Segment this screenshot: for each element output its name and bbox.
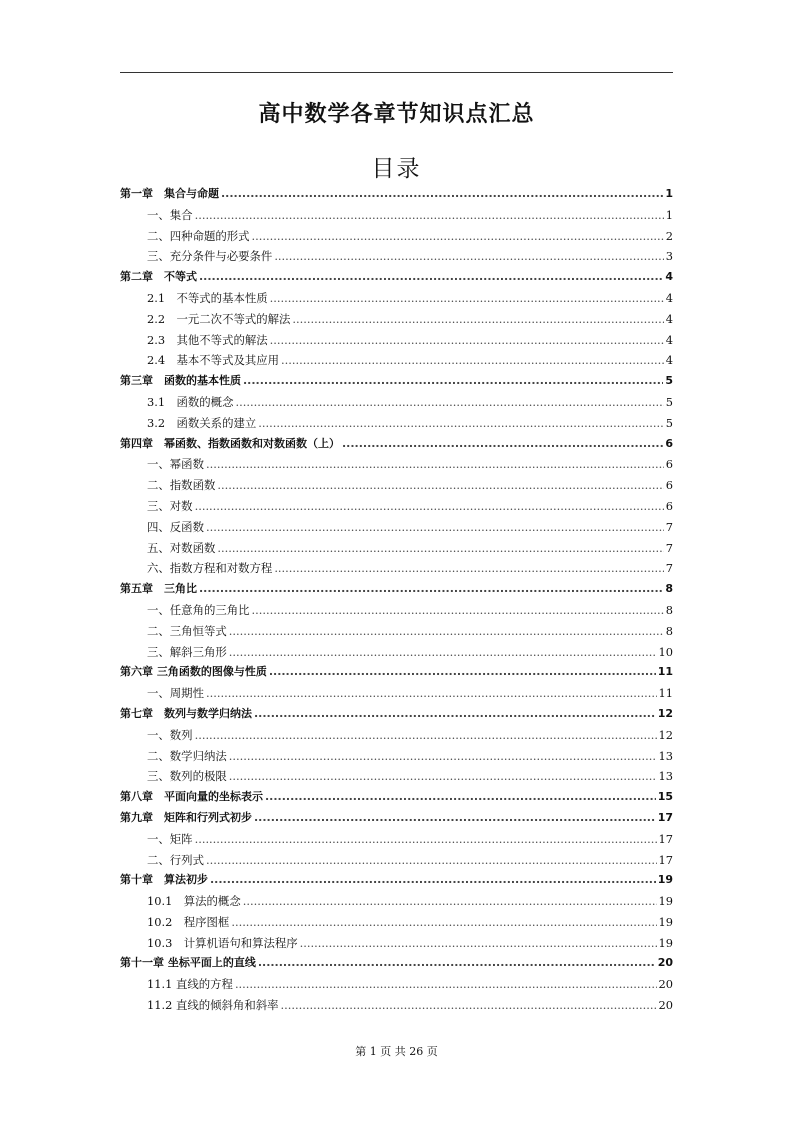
toc-section-entry[interactable] — [120, 974, 673, 995]
toc-entry-page: 4 — [665, 332, 673, 347]
toc-entry-page: 6 — [665, 478, 673, 493]
toc-entry-label: 3.2 函数关系的建立 — [147, 415, 257, 430]
toc-entry-label: 2.1 不等式的基本性质 — [147, 290, 268, 305]
toc-dot-leader — [206, 850, 657, 871]
toc-dot-leader — [300, 933, 657, 954]
toc-dot-leader — [281, 995, 657, 1016]
toc-section-entry[interactable] — [120, 413, 673, 434]
toc-entry-page: 13 — [658, 769, 673, 784]
document-title: 高中数学各章节知识点汇总 — [258, 101, 535, 127]
toc-dot-leader — [258, 953, 656, 974]
toc-entry-label: 一、周期性 — [147, 686, 204, 701]
page-footer: 第 1 页 共 26 页 — [355, 1045, 438, 1058]
toc-section-entry[interactable] — [120, 766, 673, 787]
toc-entry-page: 8 — [665, 623, 673, 638]
toc-entry-page: 20 — [658, 977, 673, 992]
toc-entry-label: 二、三角恒等式 — [147, 623, 227, 638]
toc-chapter-entry[interactable] — [120, 184, 673, 205]
toc-section-entry[interactable] — [120, 642, 673, 663]
toc-entry-label: 三、充分条件与必要条件 — [147, 249, 273, 264]
toc-entry-label: 第一章 集合与命题 — [120, 187, 219, 200]
toc-section-entry[interactable] — [120, 558, 673, 579]
toc-dot-leader — [206, 454, 664, 475]
toc-entry-page: 20 — [658, 998, 673, 1013]
toc-entry-label: 第七章 数列与数学归纳法 — [120, 706, 252, 720]
toc-heading: 目录 — [371, 156, 422, 182]
toc-dot-leader — [243, 891, 657, 912]
toc-entry-label: 一、数列 — [147, 727, 193, 742]
toc-dot-leader — [342, 434, 663, 455]
toc-entry-label: 四、反函数 — [147, 519, 204, 534]
toc-chapter-entry[interactable] — [120, 579, 673, 600]
toc-entry-page: 5 — [665, 394, 673, 409]
toc-dot-leader — [254, 704, 656, 725]
toc-dot-leader — [274, 558, 663, 579]
toc-section-entry[interactable] — [120, 912, 673, 933]
toc-entry-label: 三、对数 — [147, 498, 193, 513]
toc-entry-page: 7 — [665, 540, 673, 555]
toc-dot-leader — [195, 829, 657, 850]
toc-dot-leader — [195, 725, 657, 746]
toc-entry-page: 4 — [665, 311, 673, 326]
toc-entry-page: 4 — [665, 270, 673, 284]
toc-dot-leader — [229, 766, 657, 787]
toc-dot-leader — [252, 226, 664, 247]
toc-entry-page: 7 — [665, 519, 673, 534]
toc-section-entry[interactable] — [120, 538, 673, 559]
toc-section-entry[interactable] — [120, 288, 673, 309]
toc-entry-page: 19 — [657, 873, 673, 887]
toc-entry-label: 一、任意角的三角比 — [147, 602, 250, 617]
toc-dot-leader — [229, 621, 664, 642]
toc-dot-leader — [269, 662, 656, 683]
toc-section-entry[interactable] — [120, 683, 673, 704]
toc-entry-page: 5 — [665, 415, 673, 430]
toc-entry-label: 2.3 其他不等式的解法 — [147, 332, 268, 347]
toc-entry-label: 第十章 算法初步 — [120, 873, 208, 887]
toc-section-entry[interactable] — [120, 309, 673, 330]
toc-dot-leader — [221, 184, 663, 205]
toc-entry-label: 第二章 不等式 — [120, 270, 197, 284]
toc-dot-leader — [199, 579, 663, 600]
toc-entry-page: 13 — [658, 748, 673, 763]
toc-section-entry[interactable] — [120, 850, 673, 871]
toc-section-entry[interactable] — [120, 226, 673, 247]
toc-entry-label: 10.2 程序图框 — [147, 914, 230, 929]
toc-entry-page: 3 — [665, 249, 673, 264]
toc-dot-leader — [195, 496, 664, 517]
toc-dot-leader — [217, 538, 663, 559]
toc-section-entry[interactable] — [120, 621, 673, 642]
toc-dot-leader — [274, 246, 663, 267]
toc-section-entry[interactable] — [120, 725, 673, 746]
toc-chapter-entry[interactable] — [120, 371, 673, 392]
toc-section-entry[interactable] — [120, 829, 673, 850]
toc-entry-page: 17 — [658, 831, 673, 846]
toc-dot-leader — [229, 746, 657, 767]
toc-dot-leader — [229, 642, 657, 663]
toc-chapter-entry[interactable] — [120, 953, 673, 974]
toc-section-entry[interactable] — [120, 933, 673, 954]
toc-entry-page: 19 — [658, 935, 673, 950]
toc-dot-leader — [270, 330, 664, 351]
toc-entry-page: 10 — [658, 644, 673, 659]
toc-entry-page: 6 — [665, 457, 673, 472]
toc-entry-label: 10.1 算法的概念 — [147, 894, 241, 909]
toc-dot-leader — [206, 517, 664, 538]
toc-entry-page: 12 — [658, 727, 673, 742]
toc-entry-page: 12 — [657, 706, 673, 720]
toc-entry-page: 19 — [658, 894, 673, 909]
toc-entry-page: 20 — [657, 956, 673, 970]
toc-entry-label: 11.2 直线的倾斜角和斜率 — [147, 998, 279, 1013]
toc-entry-page: 6 — [665, 498, 673, 513]
toc-section-entry[interactable] — [120, 496, 673, 517]
toc-dot-leader — [210, 870, 656, 891]
toc-entry-page: 11 — [657, 665, 673, 679]
toc-dot-leader — [231, 912, 656, 933]
toc-section-entry[interactable] — [120, 517, 673, 538]
toc-entry-page: 7 — [665, 561, 673, 576]
toc-dot-leader — [243, 371, 663, 392]
toc-entry-label: 三、解斜三角形 — [147, 644, 227, 659]
toc-entry-label: 二、指数函数 — [147, 478, 216, 493]
toc-dot-leader — [195, 205, 664, 226]
toc-entry-page: 8 — [665, 602, 673, 617]
toc-entry-label: 六、指数方程和对数方程 — [147, 561, 273, 576]
toc-entry-page: 1 — [665, 207, 673, 222]
toc-section-entry[interactable] — [120, 891, 673, 912]
toc-entry-page: 5 — [665, 374, 673, 388]
toc-entry-label: 第八章 平面向量的坐标表示 — [120, 790, 263, 804]
toc-entry-page: 17 — [657, 810, 673, 824]
toc-entry-page: 4 — [665, 353, 673, 368]
toc-dot-leader — [254, 808, 656, 829]
toc-entry-page: 2 — [665, 228, 673, 243]
toc-entry-label: 2.4 基本不等式及其应用 — [147, 353, 280, 368]
toc-dot-leader — [265, 787, 656, 808]
toc-entry-page: 19 — [658, 914, 673, 929]
toc-entry-page: 1 — [665, 187, 673, 200]
table-of-contents — [120, 184, 673, 1016]
toc-chapter-entry[interactable] — [120, 870, 673, 891]
toc-dot-leader — [270, 288, 664, 309]
toc-dot-leader — [258, 413, 664, 434]
toc-section-entry[interactable] — [120, 475, 673, 496]
toc-chapter-entry[interactable] — [120, 808, 673, 829]
toc-section-entry[interactable] — [120, 600, 673, 621]
toc-chapter-entry[interactable] — [120, 704, 673, 725]
toc-section-entry[interactable] — [120, 392, 673, 413]
toc-chapter-entry[interactable] — [120, 662, 673, 683]
toc-entry-label: 一、集合 — [147, 207, 193, 222]
toc-section-entry[interactable] — [120, 350, 673, 371]
toc-entry-label: 二、四种命题的形式 — [147, 228, 250, 243]
toc-entry-label: 3.1 函数的概念 — [147, 394, 234, 409]
toc-entry-page: 6 — [665, 436, 673, 450]
toc-section-entry[interactable] — [120, 205, 673, 226]
toc-chapter-entry[interactable] — [120, 434, 673, 455]
toc-entry-label: 第十一章 坐标平面上的直线 — [120, 956, 256, 970]
toc-section-entry[interactable] — [120, 454, 673, 475]
toc-entry-label: 二、数学归纳法 — [147, 748, 227, 763]
toc-entry-label: 第六章 三角函数的图像与性质 — [120, 665, 267, 679]
toc-section-entry[interactable] — [120, 246, 673, 267]
toc-entry-label: 一、幂函数 — [147, 457, 204, 472]
toc-entry-label: 第四章 幂函数、指数函数和对数函数（上） — [120, 436, 340, 450]
header-rule — [120, 72, 673, 73]
toc-entry-label: 第五章 三角比 — [120, 582, 197, 596]
toc-dot-leader — [292, 309, 663, 330]
toc-dot-leader — [235, 974, 657, 995]
toc-section-entry[interactable] — [120, 746, 673, 767]
toc-entry-page: 17 — [658, 852, 673, 867]
toc-dot-leader — [235, 392, 663, 413]
toc-section-entry[interactable] — [120, 330, 673, 351]
toc-dot-leader — [206, 683, 657, 704]
toc-entry-label: 11.1 直线的方程 — [147, 977, 233, 992]
toc-entry-label: 2.2 一元二次不等式的解法 — [147, 311, 291, 326]
toc-entry-label: 第三章 函数的基本性质 — [120, 374, 241, 388]
toc-chapter-entry[interactable] — [120, 787, 673, 808]
toc-entry-label: 10.3 计算机语句和算法程序 — [147, 935, 298, 950]
toc-chapter-entry[interactable] — [120, 267, 673, 288]
toc-dot-leader — [281, 350, 664, 371]
toc-entry-label: 五、对数函数 — [147, 540, 216, 555]
toc-section-entry[interactable] — [120, 995, 673, 1016]
toc-dot-leader — [217, 475, 663, 496]
toc-entry-page: 11 — [658, 686, 673, 701]
toc-dot-leader — [252, 600, 664, 621]
toc-entry-page: 8 — [665, 582, 673, 596]
toc-dot-leader — [199, 267, 663, 288]
toc-entry-label: 一、矩阵 — [147, 831, 193, 846]
toc-entry-label: 二、行列式 — [147, 852, 204, 867]
toc-entry-label: 第九章 矩阵和行列式初步 — [120, 810, 252, 824]
toc-entry-label: 三、数列的极限 — [147, 769, 227, 784]
toc-entry-page: 4 — [665, 290, 673, 305]
toc-entry-page: 15 — [657, 790, 673, 804]
